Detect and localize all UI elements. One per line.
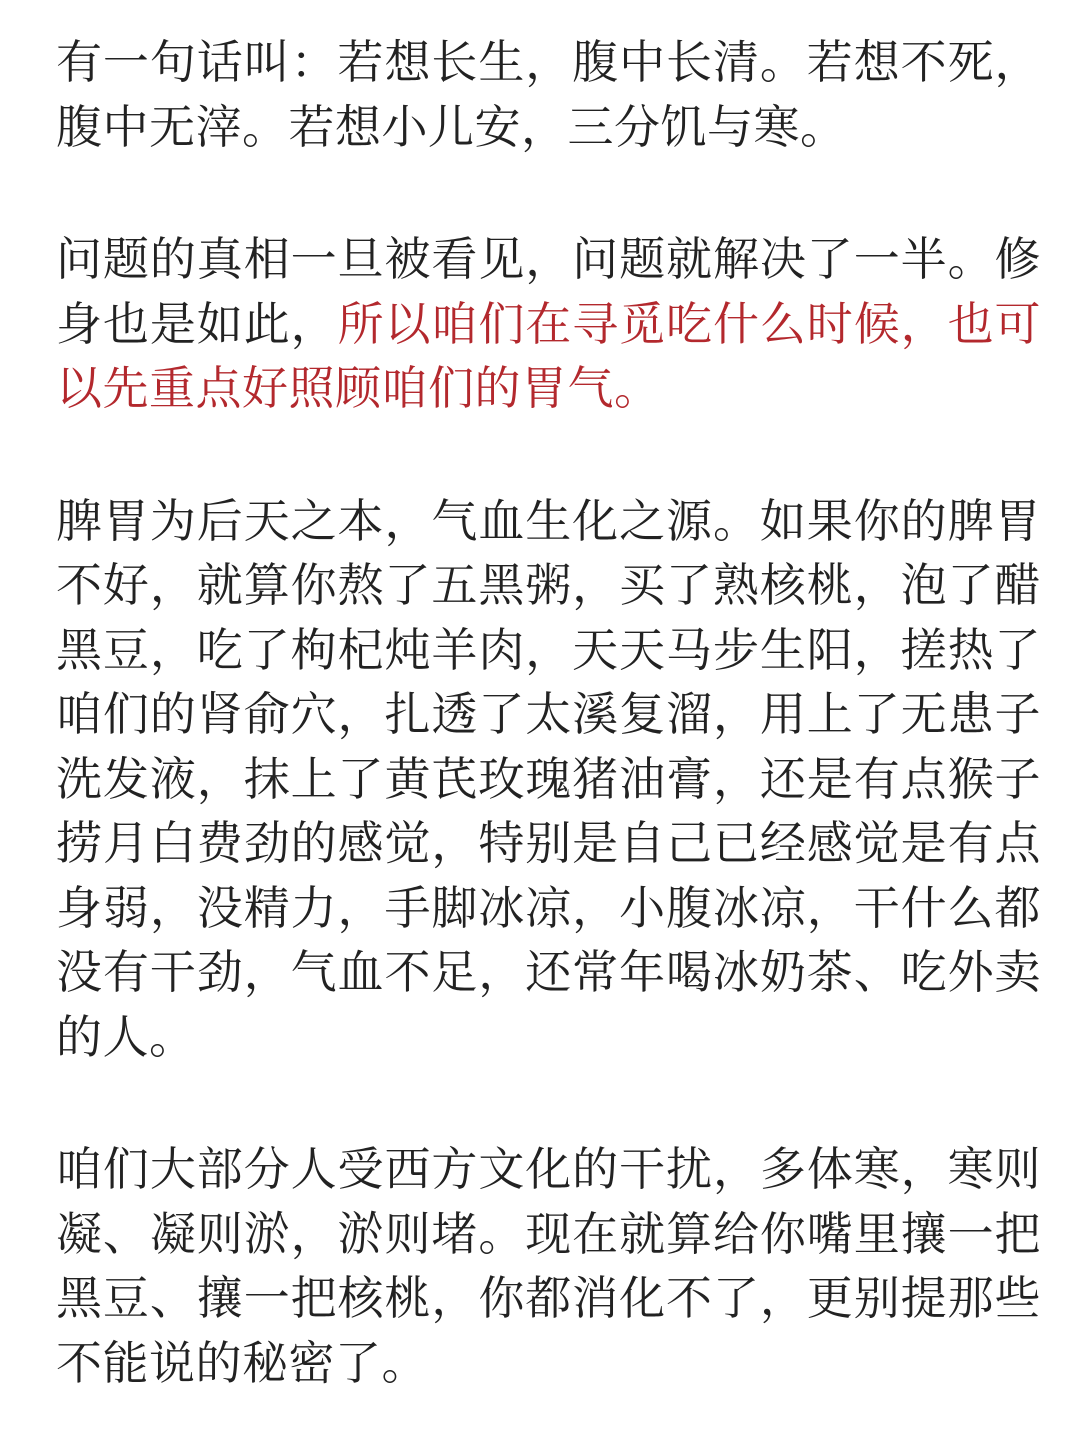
paragraph-quote: 有一句话叫：若想长生，腹中长清。若想不死，腹中无滓。若想小儿安，三分饥与寒。 bbox=[56, 35, 1041, 154]
paragraph-spleen-stomach: 脾胃为后天之本，气血生化之源。如果你的脾胃不好，就算你熬了五黑粥，买了熟核桃，泡了醋黑豆，吃了枸杞炖羊肉，天天马步生阳，搓热了咱们的肾俞穴，扎透了太溪复溜，用上了无患子洗发液，抹上了黄芪玫瑰猪油膏，还是有点猴子捞月白费劲的感觉，特别是自己已经感觉是有点身弱，没精力，手脚冰凉，小腹冰凉，干什么都没有干劲，气血不足，还常年喝冰奶茶、吃外卖的人。 bbox=[56, 493, 1041, 1064]
paragraph-cold-constitution: 咱们大部分人受西方文化的干扰，多体寒，寒则凝、凝则淤，淤则堵。现在就算给你嘴里攘一把黑豆、攘一把核桃，你都消化不了，更别提那些不能说的秘密了。 bbox=[56, 1142, 1041, 1390]
article-body bbox=[56, 30, 1041, 1395]
paragraph-truth bbox=[56, 227, 1041, 421]
paragraph-truth-lead: 问题的真相一旦被看见，问题就解决了一半。修身也是如此， bbox=[56, 232, 1041, 351]
highlighted-text: 所以咱们在寻觅吃什么时候，也可以先重点好照顾咱们的胃气。 bbox=[56, 296, 1042, 415]
